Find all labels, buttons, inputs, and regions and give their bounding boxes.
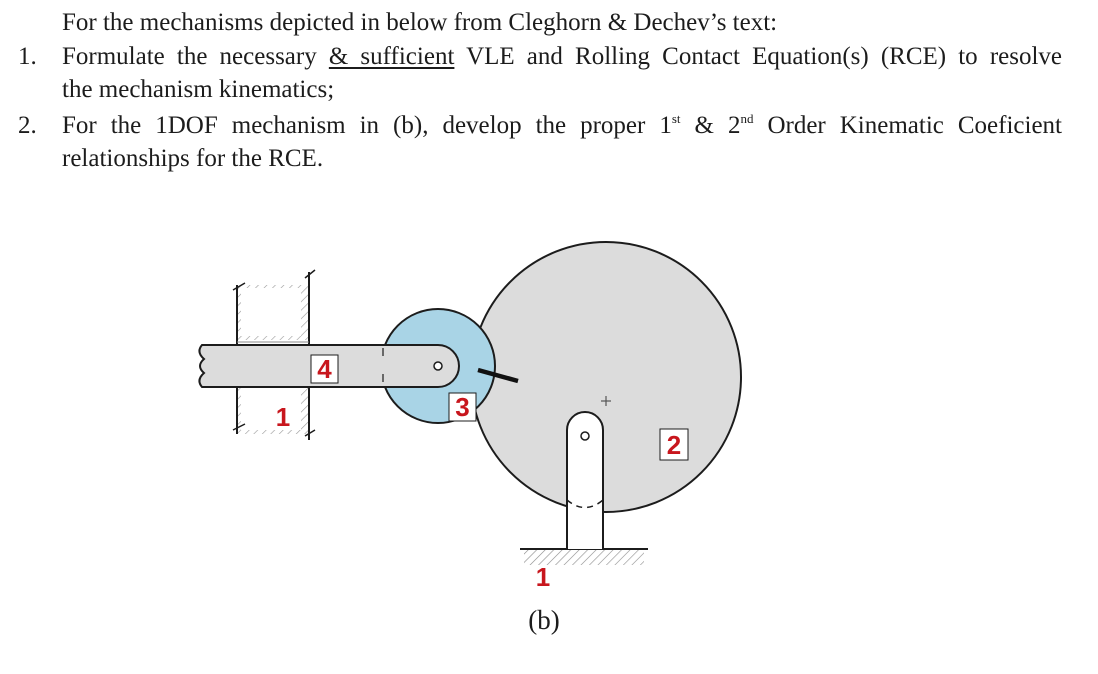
item-line-2: the mechanism kinematics; xyxy=(62,76,335,103)
question-intro: For the mechanisms depicted in below from Cleghorn & Dechev’s text: xyxy=(62,9,778,36)
label-box-2 xyxy=(660,429,688,460)
link-label-1-left: 1 xyxy=(275,402,291,432)
label-box-3 xyxy=(449,392,476,422)
link-label-3: 3 xyxy=(455,392,470,422)
item-line-1: For the 1DOF mechanism in (b), develop the proper 1st & 2nd Order Kinematic Coeficient xyxy=(62,111,1062,139)
label-box-4 xyxy=(311,354,338,384)
item-line-2: relationships for the RCE. xyxy=(62,145,324,172)
underlined-phrase: & sufficient xyxy=(328,43,455,70)
link-label-1-bottom: 1 xyxy=(535,562,551,592)
link-label-4: 4 xyxy=(317,354,332,384)
link-label-2: 2 xyxy=(666,430,682,460)
diagram-caption: (b) xyxy=(528,605,560,635)
item-line-1: Formulate the necessary & sufficient VLE and Rolling Contact Equation(s) (RCE) to resolve xyxy=(62,43,1063,70)
item-number: 2. xyxy=(18,112,37,139)
item-number: 1. xyxy=(18,43,37,70)
